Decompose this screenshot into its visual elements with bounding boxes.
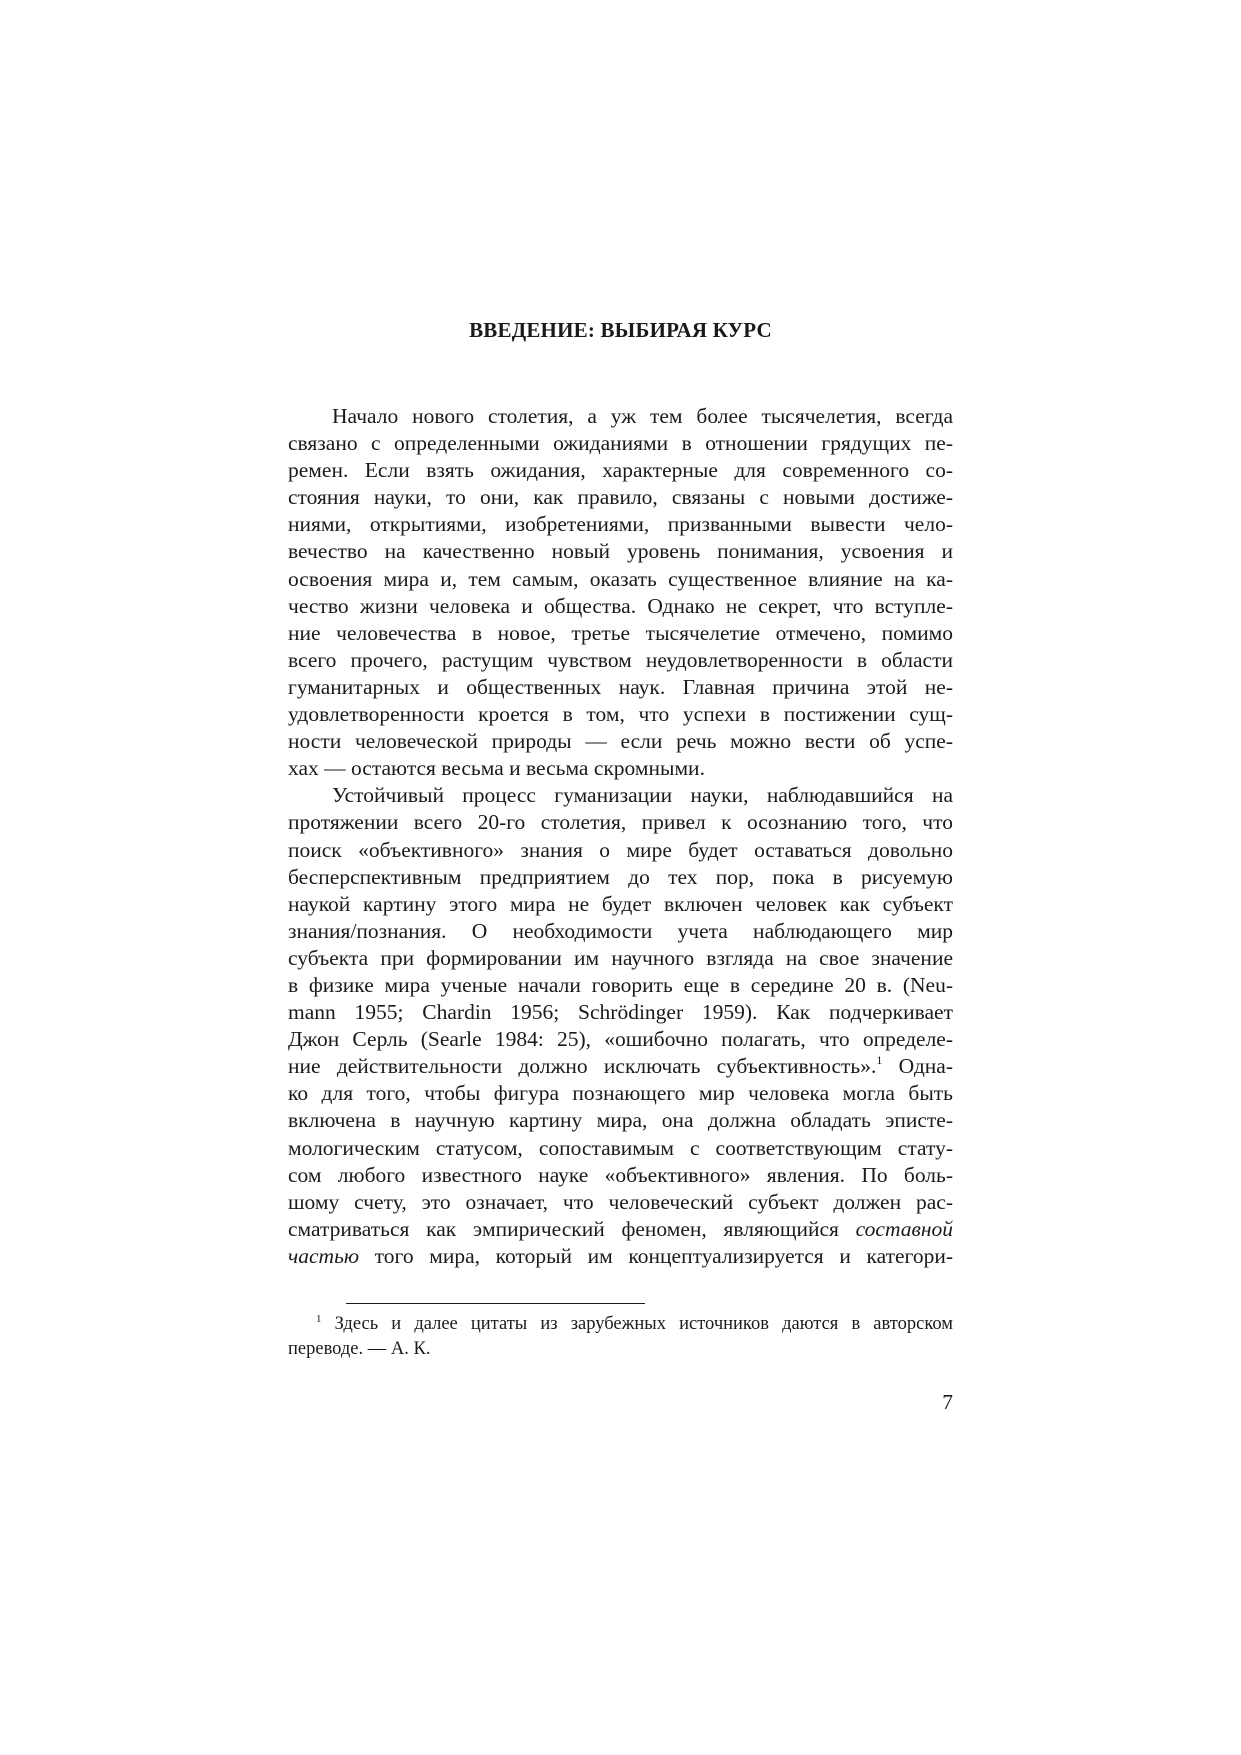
footnote-text: Здесь и далее цитаты из зарубежных источников даются в авторском [321,1314,953,1334]
text-line: Начало нового столетия, а уж тем более тысячелетия, всегда [332,404,953,428]
text-segment: сматриваться как эмпирический феномен, являющийся [288,1216,856,1241]
italic-phrase: частью [288,1243,360,1268]
text-line: ремен. Если взять ожидания, характерные для современного со- [288,458,953,483]
text-line: гуманитарных и общественных наук. Главная причина этой не- [288,674,953,699]
text-line: включена в научную картину мира, она должна обладать эписте- [288,1108,953,1133]
text-line: mann 1955; Chardin 1956; Schrödinger 1959). Как подчеркивает [288,1000,953,1025]
text-segment: того мира, который им концептуализируется и категори- [359,1243,953,1268]
footnote-marker: 1 [316,1313,322,1325]
page-number: 7 [942,1390,953,1414]
paragraph-1 [288,403,953,782]
footnote [288,1312,953,1362]
text-line-with-footnote [288,1053,953,1080]
text-line: связано с определенными ожиданиями в отношении грядущих пе- [288,431,953,456]
footnote-line [288,1312,953,1337]
text-segment: ние действительности должно исключать субъективность». [288,1054,877,1079]
text-line: в физике мира ученые начали говорить еще в середине 20 в. (Neu- [288,972,953,997]
text-line: мологическим статусом, сопоставимым с соответствующим стату- [288,1135,953,1160]
text-line: ние человечества в новое, третье тысячелетие отмечено, помимо [288,620,953,645]
paragraph-2 [288,782,953,1270]
text-line: ко для того, чтобы фигура познающего мир человека могла быть [288,1081,953,1106]
text-segment: Одна- [882,1054,953,1079]
text-line: шому счету, это означает, что человеческий субъект должен рас- [288,1189,953,1214]
text-line: вечество на качественно новый уровень понимания, усвоения и [288,539,953,564]
chapter-title: ВВЕДЕНИЕ: ВЫБИРАЯ КУРС [469,318,772,342]
body-text [288,403,953,1270]
text-line: удовлетворенности кроется в том, что успехи в постижении сущ- [288,702,953,727]
text-line: Устойчивый процесс гуманизации науки, наблюдавшийся на [332,783,953,808]
italic-phrase: составной [855,1216,953,1241]
text-line: чество жизни человека и общества. Однако не секрет, что вступле- [288,593,953,618]
text-line: ниями, открытиями, изобретениями, призванными вывести чело- [288,512,953,537]
text-line: наукой картину этого мира не будет включен человек как субъект [288,891,953,916]
text-line: субъекта при формировании им научного взгляда на свое значение [288,945,953,970]
text-line: стояния науки, то они, как правило, связаны с новыми достиже- [288,485,953,510]
text-line: Джон Серль (Searle 1984: 25), «ошибочно полагать, что определе- [288,1027,953,1052]
text-line: поиск «объективного» знания о мире будет оставаться довольно [288,837,953,862]
footnote-line: переводе. — А. К. [288,1339,431,1359]
text-line: протяжении всего 20-го столетия, привел к осознанию того, что [288,810,953,835]
text-line: сом любого известного науке «объективного» явления. По боль- [288,1162,953,1187]
text-line: ности человеческой природы — если речь можно вести об успе- [288,729,953,754]
text-line: знания/познания. О необходимости учета наблюдающего мир [288,918,953,943]
footnote-reference[interactable]: 1 [876,1053,883,1068]
text-line: освоения мира и, тем самым, оказать существенное влияние на ка- [288,566,953,591]
text-line: хах — остаются весьма и весьма скромными. [288,756,705,781]
text-line-with-italic [288,1216,953,1243]
text-line: всего прочего, растущим чувством неудовлетворенности в области [288,647,953,672]
footnote-separator [346,1303,645,1304]
text-line: бесперспективным предприятием до тех пор, пока в рисуемую [288,864,953,889]
text-line-with-italic [288,1243,953,1270]
